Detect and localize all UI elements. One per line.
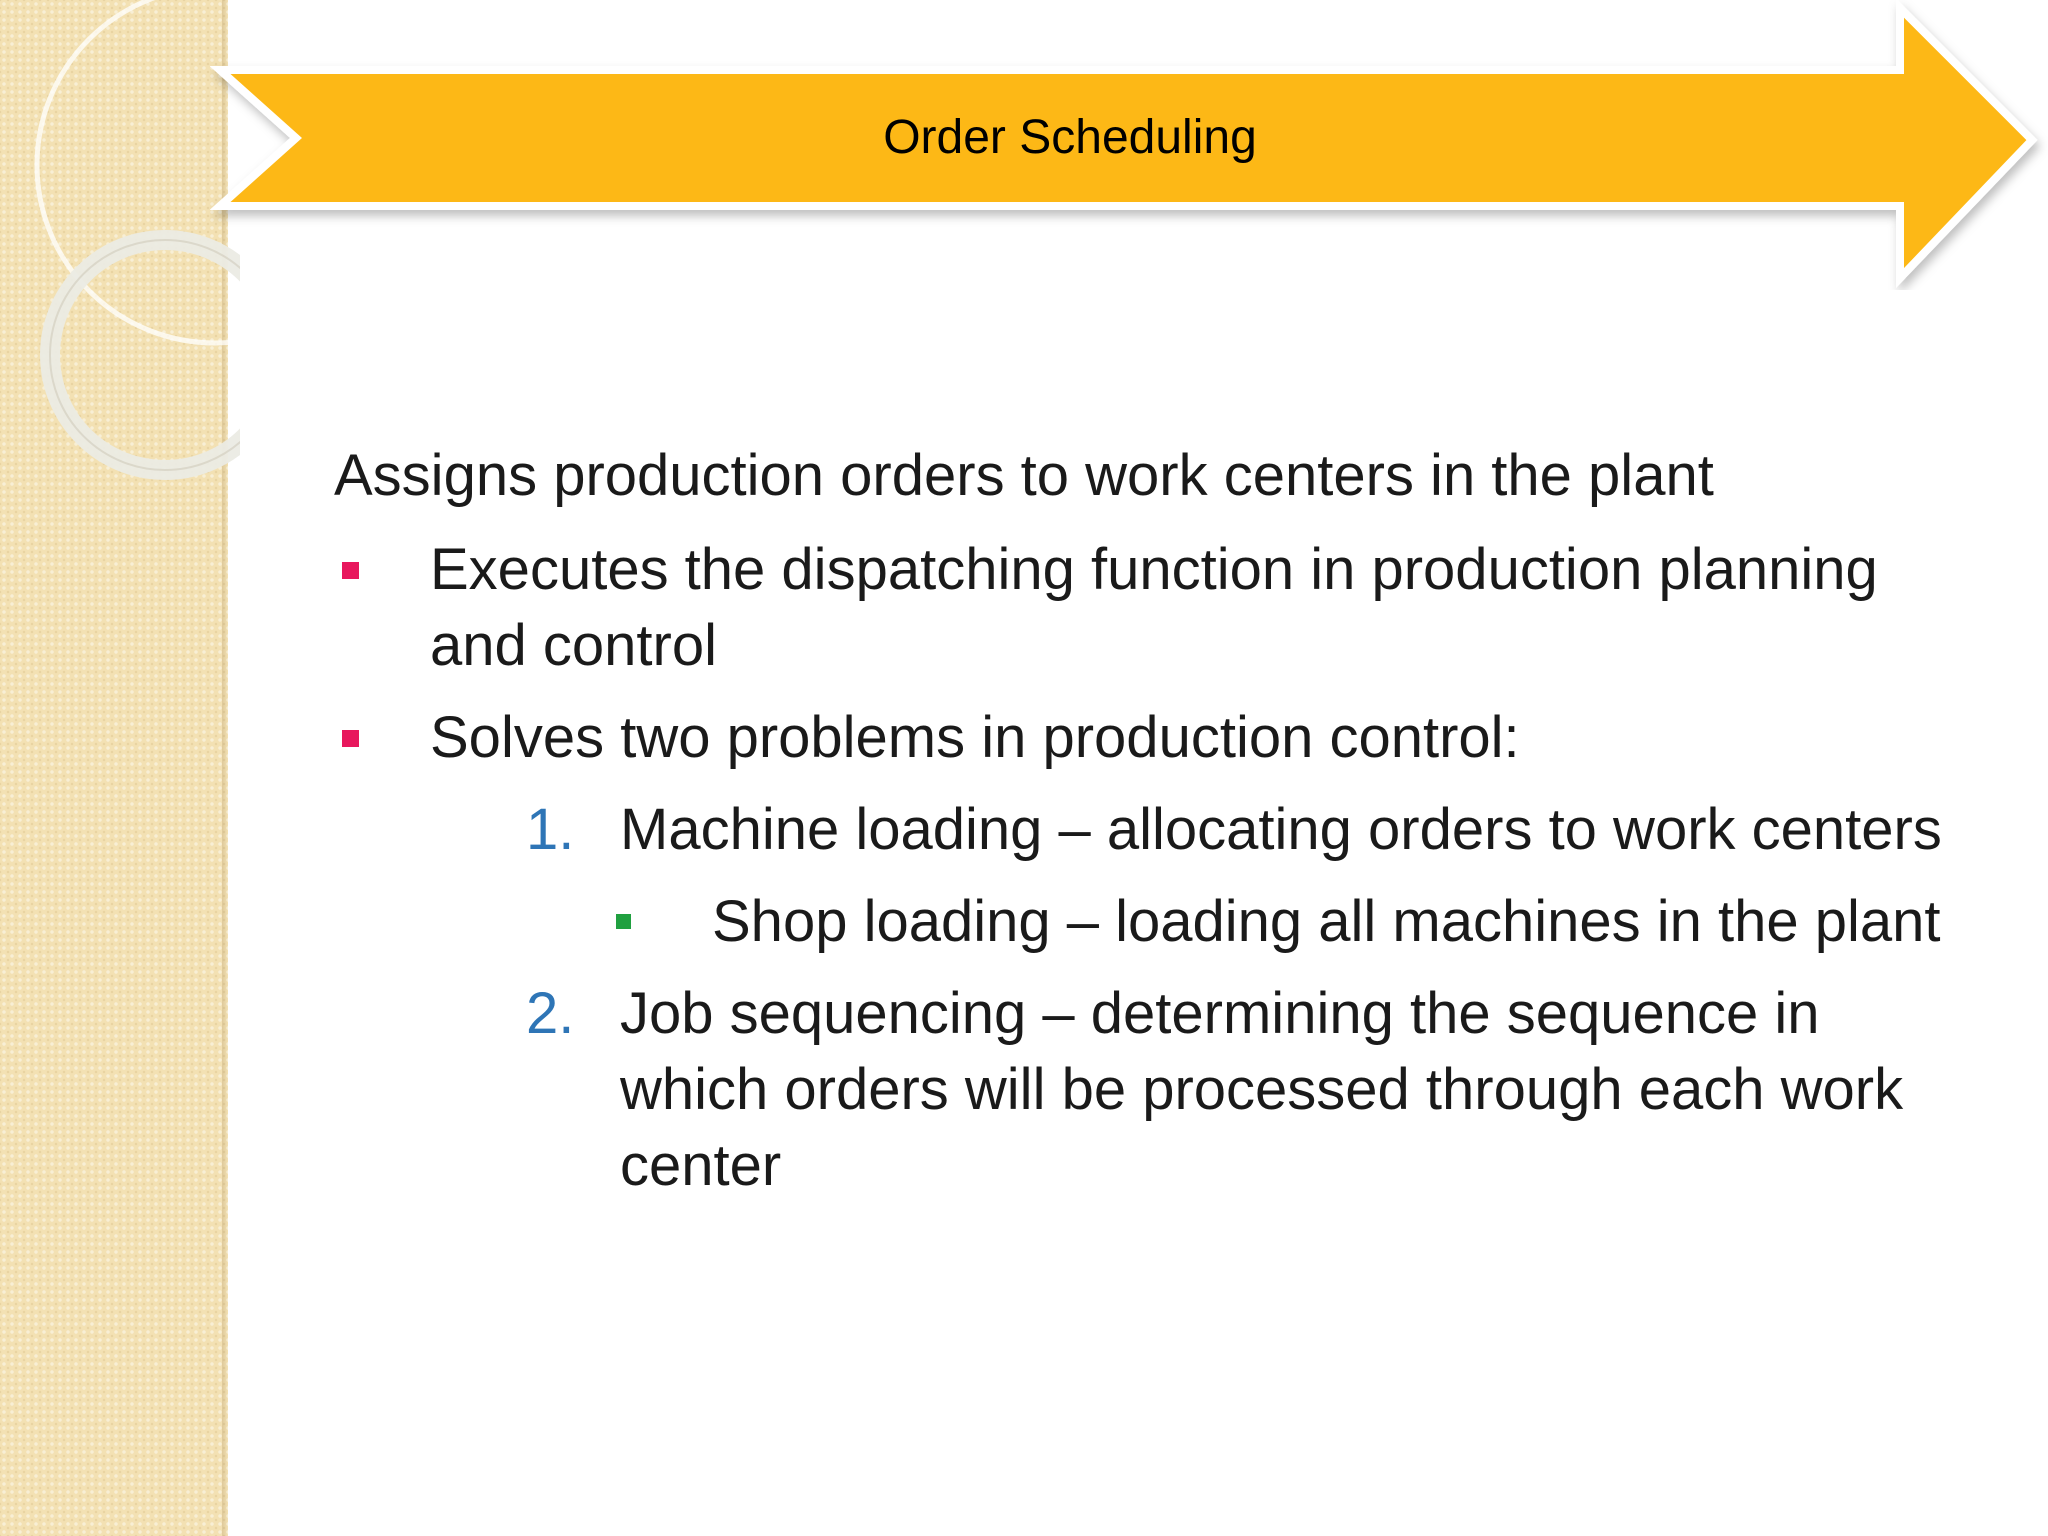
bullet-item (334, 532, 1974, 684)
numbered-item (430, 976, 1974, 1204)
numbered-item (430, 792, 1974, 960)
list-number: 1. (526, 797, 575, 862)
bullet-list (334, 532, 1974, 1204)
sub-bullet-text: Shop loading – loading all machines in the plant (712, 889, 1941, 954)
sub-bullet-list (620, 884, 1974, 960)
square-bullet-icon (616, 914, 631, 929)
lead-text: Assigns production orders to work centers in the plant (334, 443, 1714, 508)
square-bullet-icon (342, 730, 359, 747)
list-number: 2. (526, 981, 575, 1046)
numbered-text: Machine loading – allocating orders to work centers (620, 797, 1942, 862)
bullet-text: Solves two problems in production control: (430, 705, 1520, 770)
sub-bullet-item (618, 884, 1974, 960)
square-bullet-icon (342, 562, 359, 579)
slide-title: Order Scheduling (883, 111, 1257, 164)
decorative-rings (0, 0, 240, 500)
numbered-list (430, 792, 1974, 1204)
bullet-text: Executes the dispatching function in production planning and control (430, 537, 1878, 678)
numbered-text: Job sequencing – determining the sequence in which orders will be processed through each work center (620, 981, 1904, 1198)
bullet-item (334, 700, 1974, 1204)
slide-body (334, 438, 1974, 1220)
